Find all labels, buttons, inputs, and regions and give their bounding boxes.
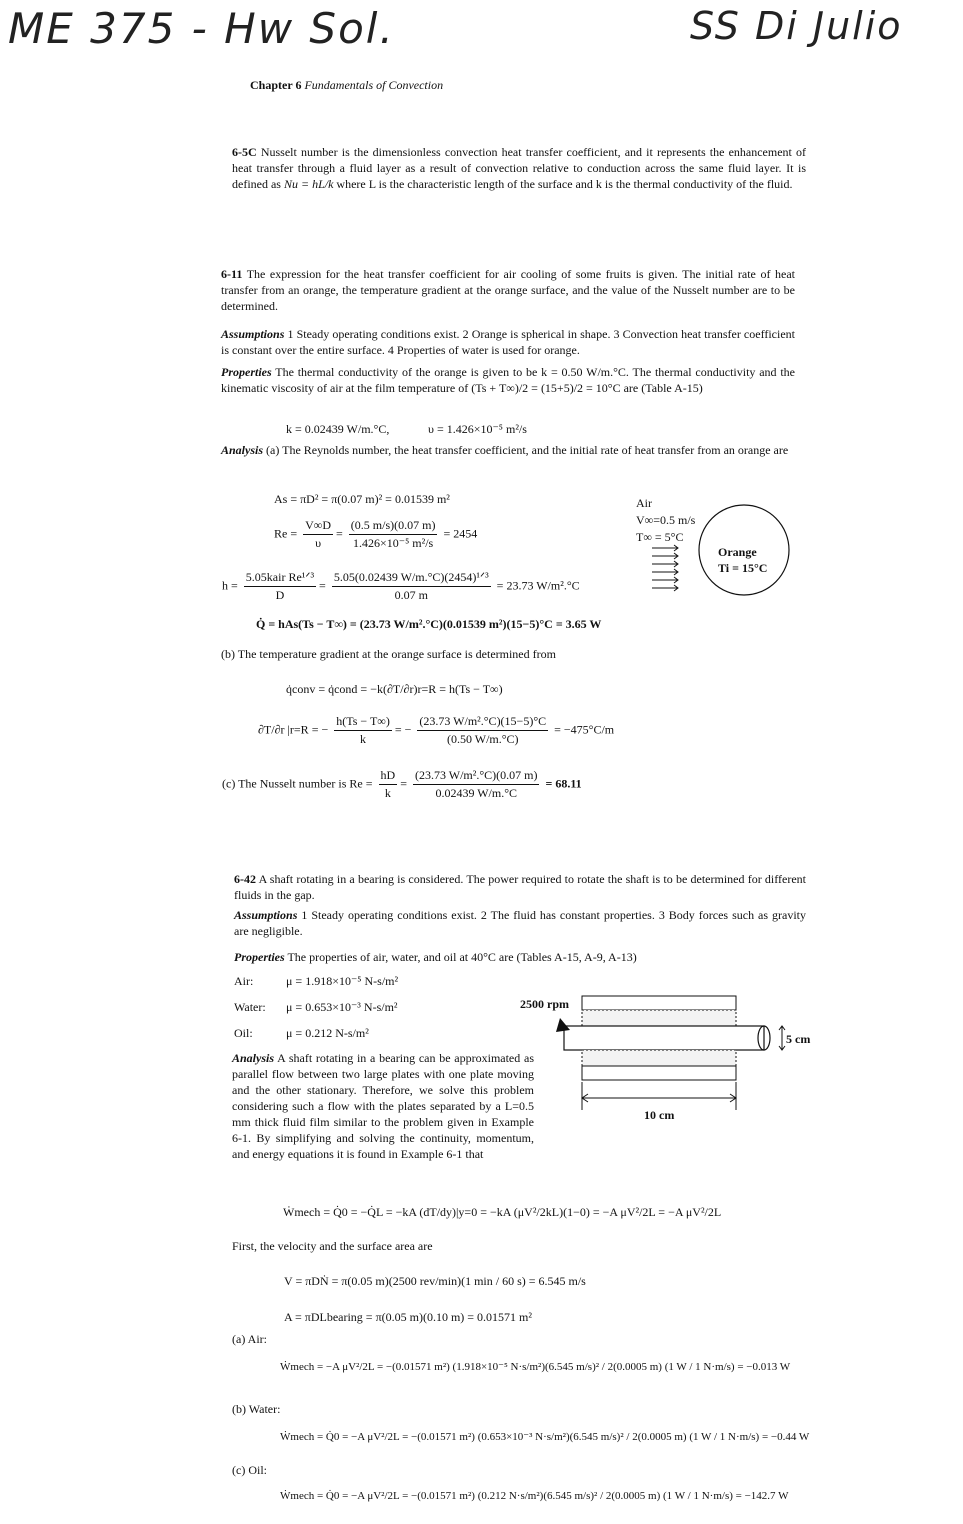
frac-den: k xyxy=(384,786,391,800)
frac-den: 0.02439 W/m.°C xyxy=(435,786,518,800)
eq-bearing-area: A = πDLbearing = π(0.05 m)(0.10 m) = 0.01571 m² xyxy=(284,1310,532,1324)
prop-water xyxy=(234,1000,398,1015)
properties-text: The properties of air, water, and oil at 40°C are (Tables A-15, A-9, A-13) xyxy=(287,950,637,964)
problem-text: A shaft rotating in a bearing is considered. The power required to rotate the shaft is to be determined for different fluids in the gap. xyxy=(234,872,806,902)
fluid-viscosity: μ = 1.918×10⁻⁵ N-s/m² xyxy=(286,974,399,988)
fig-length-label: 10 cm xyxy=(644,1108,675,1122)
fluid-label: Oil: xyxy=(234,1026,253,1040)
upper-plate xyxy=(582,996,736,1010)
frac-num: hD xyxy=(379,768,398,785)
fig-air-velocity: V∞=0.5 m/s xyxy=(636,513,696,527)
eq-lhs: ∂T/∂r |r=R xyxy=(258,722,309,737)
assumptions-label: Assumptions xyxy=(221,327,285,341)
eq-result: = 2454 xyxy=(443,526,478,541)
fluid-viscosity: μ = 0.653×10⁻³ N-s/m² xyxy=(286,1000,398,1014)
prop-k: k = 0.02439 W/m.°C, xyxy=(286,422,390,436)
problem-6-11-analysis-b: (b) The temperature gradient at the orange surface is determined from xyxy=(221,647,556,661)
eq-velocity: V = πDṄ = π(0.05 m)(2500 rev/min)(1 min / 60 s) = 6.545 m/s xyxy=(284,1274,586,1288)
properties-text: The thermal conductivity of the orange is given to be k = 0.50 W/m.°C. The thermal conductivity and the kinematic viscosity of air at the film temperature of (Ts + T∞)/2 = (15+5)/2 = 10°C are (Table A-15) xyxy=(221,365,795,395)
prop-air xyxy=(234,974,398,989)
frac-den: 1.426×10⁻⁵ m²/s xyxy=(352,536,434,550)
upper-fluid-gap xyxy=(582,1010,736,1026)
problem-6-42-assumptions xyxy=(234,907,806,939)
frac-den: D xyxy=(275,588,285,602)
problem-6-11-intro xyxy=(221,266,795,314)
properties-label: Properties xyxy=(234,950,285,964)
eq-flux-balance: q̇conv = q̇cond = −k(∂T/∂r)r=R = h(Ts − T∞) xyxy=(286,682,503,696)
shaft xyxy=(564,1026,764,1050)
eq-result: = 23.73 W/m².°C xyxy=(496,578,580,593)
case-oil-label: (c) Oil: xyxy=(232,1463,267,1477)
rotation-arrow xyxy=(556,1018,570,1032)
eq-lhs: h = xyxy=(222,578,238,593)
problem-6-5c xyxy=(232,144,806,192)
prop-viscosity: υ = 1.426×10⁻⁵ m²/s xyxy=(428,422,527,436)
frac-num: (23.73 W/m².°C)(15−5)°C xyxy=(417,714,548,731)
assumptions-label: Assumptions xyxy=(234,908,298,922)
case-air-label: (a) Air: xyxy=(232,1332,267,1346)
eq-result: = 68.11 xyxy=(545,776,582,791)
properties-label: Properties xyxy=(221,365,272,379)
eq-lhs: Re = xyxy=(349,776,373,791)
fluid-label: Water: xyxy=(234,1000,266,1014)
fig-orange-temperature: Ti = 15°C xyxy=(718,561,768,575)
airflow-arrows xyxy=(652,545,678,591)
shaft-bearing-figure xyxy=(548,990,818,1115)
prop-oil xyxy=(234,1026,369,1041)
problem-6-42-analysis xyxy=(232,1050,534,1162)
frac-den: (0.50 W/m.°C) xyxy=(446,732,519,746)
problem-number: 6-42 xyxy=(234,872,256,886)
assumptions-text: 1 Steady operating conditions exist. 2 The fluid has constant properties. 3 Body forces such as gravity are negligible. xyxy=(234,908,807,938)
problem-6-42-intro xyxy=(234,871,806,903)
handwritten-author-label: SS Di Julio xyxy=(690,4,903,48)
problem-6-42-properties xyxy=(234,949,806,965)
handwritten-course-label: ME 375 - Hw Sol. xyxy=(8,4,395,53)
fig-air-label: Air xyxy=(636,496,652,510)
eq-power-oil: Ẇmech = Q̇0 = −A μV²/2L = −(0.01571 m²) (0.212 N·s/m²)(6.545 m/s)² / 2(0.0005 m) (1 W / 1 N·m/s) = −142.7 W xyxy=(280,1490,789,1502)
eq-surface-area: As = πD² = π(0.07 m)² = 0.01539 m² xyxy=(274,492,450,506)
eq-reynolds: Re = $\frac{V\infty D}{\upsilon}$ = $\frac{(0.5 m/s)(0.07 m)}{\text{1.426×10⁻⁵ m²/s}}$ = 2454 xyxy=(274,518,478,550)
eq-power-water: Ẇmech = Q̇0 = −A μV²/2L = −(0.01571 m²) (0.653×10⁻³ N·s/m²)(6.545 m/s)² / 2(0.0005 m) (1 W / 1 N·m/s) = −0.44 W xyxy=(280,1431,810,1443)
eq-lhs: Re = xyxy=(274,526,298,541)
problem-6-11-properties xyxy=(221,364,795,396)
frac-num: (23.73 W/m².°C)(0.07 m) xyxy=(413,768,540,785)
eq-mechanical-power: Ẇmech = Q̇0 = −Q̇L = −kA (dT/dy)|y=0 = −kA (μV²/2kL)(1−0) = −A μV²/2L = −A μV²/2L xyxy=(283,1205,722,1219)
fig-diameter-label: 5 cm xyxy=(786,1032,811,1046)
lower-plate xyxy=(582,1066,736,1080)
eq-heat-transfer-coefficient: h = $\frac{\text{5.05kair Re¹ᐟ³}}{D}$ = $\frac{\text{5.05(0.02439 W/m.°C)(2454)¹ᐟ³}}{0.07 m}$ = 23.73 W/m².°C xyxy=(222,570,580,602)
fig-orange-label: Orange xyxy=(718,545,757,559)
fig-rpm-label: 2500 rpm xyxy=(520,997,569,1011)
fig-air-temperature: T∞ = 5°C xyxy=(636,530,684,544)
problem-6-11-analysis-a xyxy=(221,442,795,458)
velocity-area-intro: First, the velocity and the surface area are xyxy=(232,1239,433,1253)
problem-text-end: where L is the characteristic length of the surface and k is the thermal conductivity of the fluid. xyxy=(336,177,793,191)
problem-number: 6-5C xyxy=(232,145,257,159)
frac-num: 5.05kair Re¹ᐟ³ xyxy=(244,570,316,587)
case-water-label: (b) Water: xyxy=(232,1402,281,1416)
problem-6-11-assumptions xyxy=(221,326,795,358)
chapter-number: Chapter 6 xyxy=(250,78,302,92)
chapter-header xyxy=(250,78,443,93)
problem-text: Nusselt number is the dimensionless convection heat transfer coefficient, and it represents the enhancement of heat transfer through a fluid layer as a result of convection relative to conduction across the same fluid layer. It is defined as xyxy=(232,145,806,191)
frac-den: 0.07 m xyxy=(394,588,428,602)
eq-nusselt: (c) The Nusselt number is Re = $\frac{hD}{k}$ = $\frac{\text{(23.73 W/m².°C)(0.07 m)}}{0.02439 W/m.^\circ C}$ = 68.11 xyxy=(222,768,582,800)
problem-number: 6-11 xyxy=(221,267,243,281)
fluid-label: Air: xyxy=(234,974,254,988)
analysis-label: Analysis xyxy=(221,443,264,457)
frac-num: 5.05(0.02439 W/m.°C)(2454)¹ᐟ³ xyxy=(332,570,491,587)
nusselt-equation: Nu = hL/k xyxy=(283,177,334,191)
problem-text: The expression for the heat transfer coefficient for air cooling of some fruits is given. The initial rate of heat transfer from an orange, the temperature gradient at the orange surface, and the value of the Nusselt number are to be determined. xyxy=(221,267,795,313)
frac-den: υ xyxy=(315,536,322,550)
eq-result: = −475°C/m xyxy=(554,722,615,737)
chapter-title: Fundamentals of Convection xyxy=(304,78,444,92)
analysis-label: Analysis xyxy=(232,1051,275,1065)
lower-fluid-gap xyxy=(582,1050,736,1066)
fluid-viscosity: μ = 0.212 N-s/m² xyxy=(286,1026,369,1040)
eq-power-air: Ẇmech = −A μV²/2L = −(0.01571 m²) (1.918×10⁻⁵ N·s/m²)(6.545 m/s)² / 2(0.0005 m) (1 W / 1 N·m/s) = −0.013 W xyxy=(280,1361,791,1373)
frac-num: (0.5 m/s)(0.07 m) xyxy=(349,518,438,535)
analysis-text: A shaft rotating in a bearing can be approximated as parallel flow between two large plates with one plate moving and the other stationary. Therefore, we solve this problem considering such a flow with the plates separated by a L=0.5 mm thick fluid film similar to the problem given in Example 6-1. By simplifying and solving the continuity, momentum, and energy equations it is found in Example 6-1 that xyxy=(232,1051,534,1161)
frac-num: h(Ts − T∞) xyxy=(334,714,392,731)
analysis-text: (a) The Reynolds number, the heat transfer coefficient, and the initial rate of heat transfer from an orange are xyxy=(266,443,789,457)
analysis-c-label: (c) The Nusselt number is xyxy=(222,776,347,791)
eq-heat-rate: Q̇ = hAs(Ts − T∞) = (23.73 W/m².°C)(0.01539 m²)(15−5)°C = 3.65 W xyxy=(256,617,602,631)
eq-temperature-gradient: ∂T/∂r |r=R = − $\frac{h(Ts - T\infty)}{k}$ = − $\frac{\text{(23.73 W/m².°C)(15−5)°C}}{(0.50 W/m.^\circ C)}$ = −475°C/m xyxy=(258,714,615,746)
frac-den: k xyxy=(360,732,367,746)
assumptions-text: 1 Steady operating conditions exist. 2 Orange is spherical in shape. 3 Convection heat transfer coefficient is constant over the entire surface. 4 Properties of water is used for orange. xyxy=(221,327,795,357)
frac-num: V∞D xyxy=(303,518,333,535)
